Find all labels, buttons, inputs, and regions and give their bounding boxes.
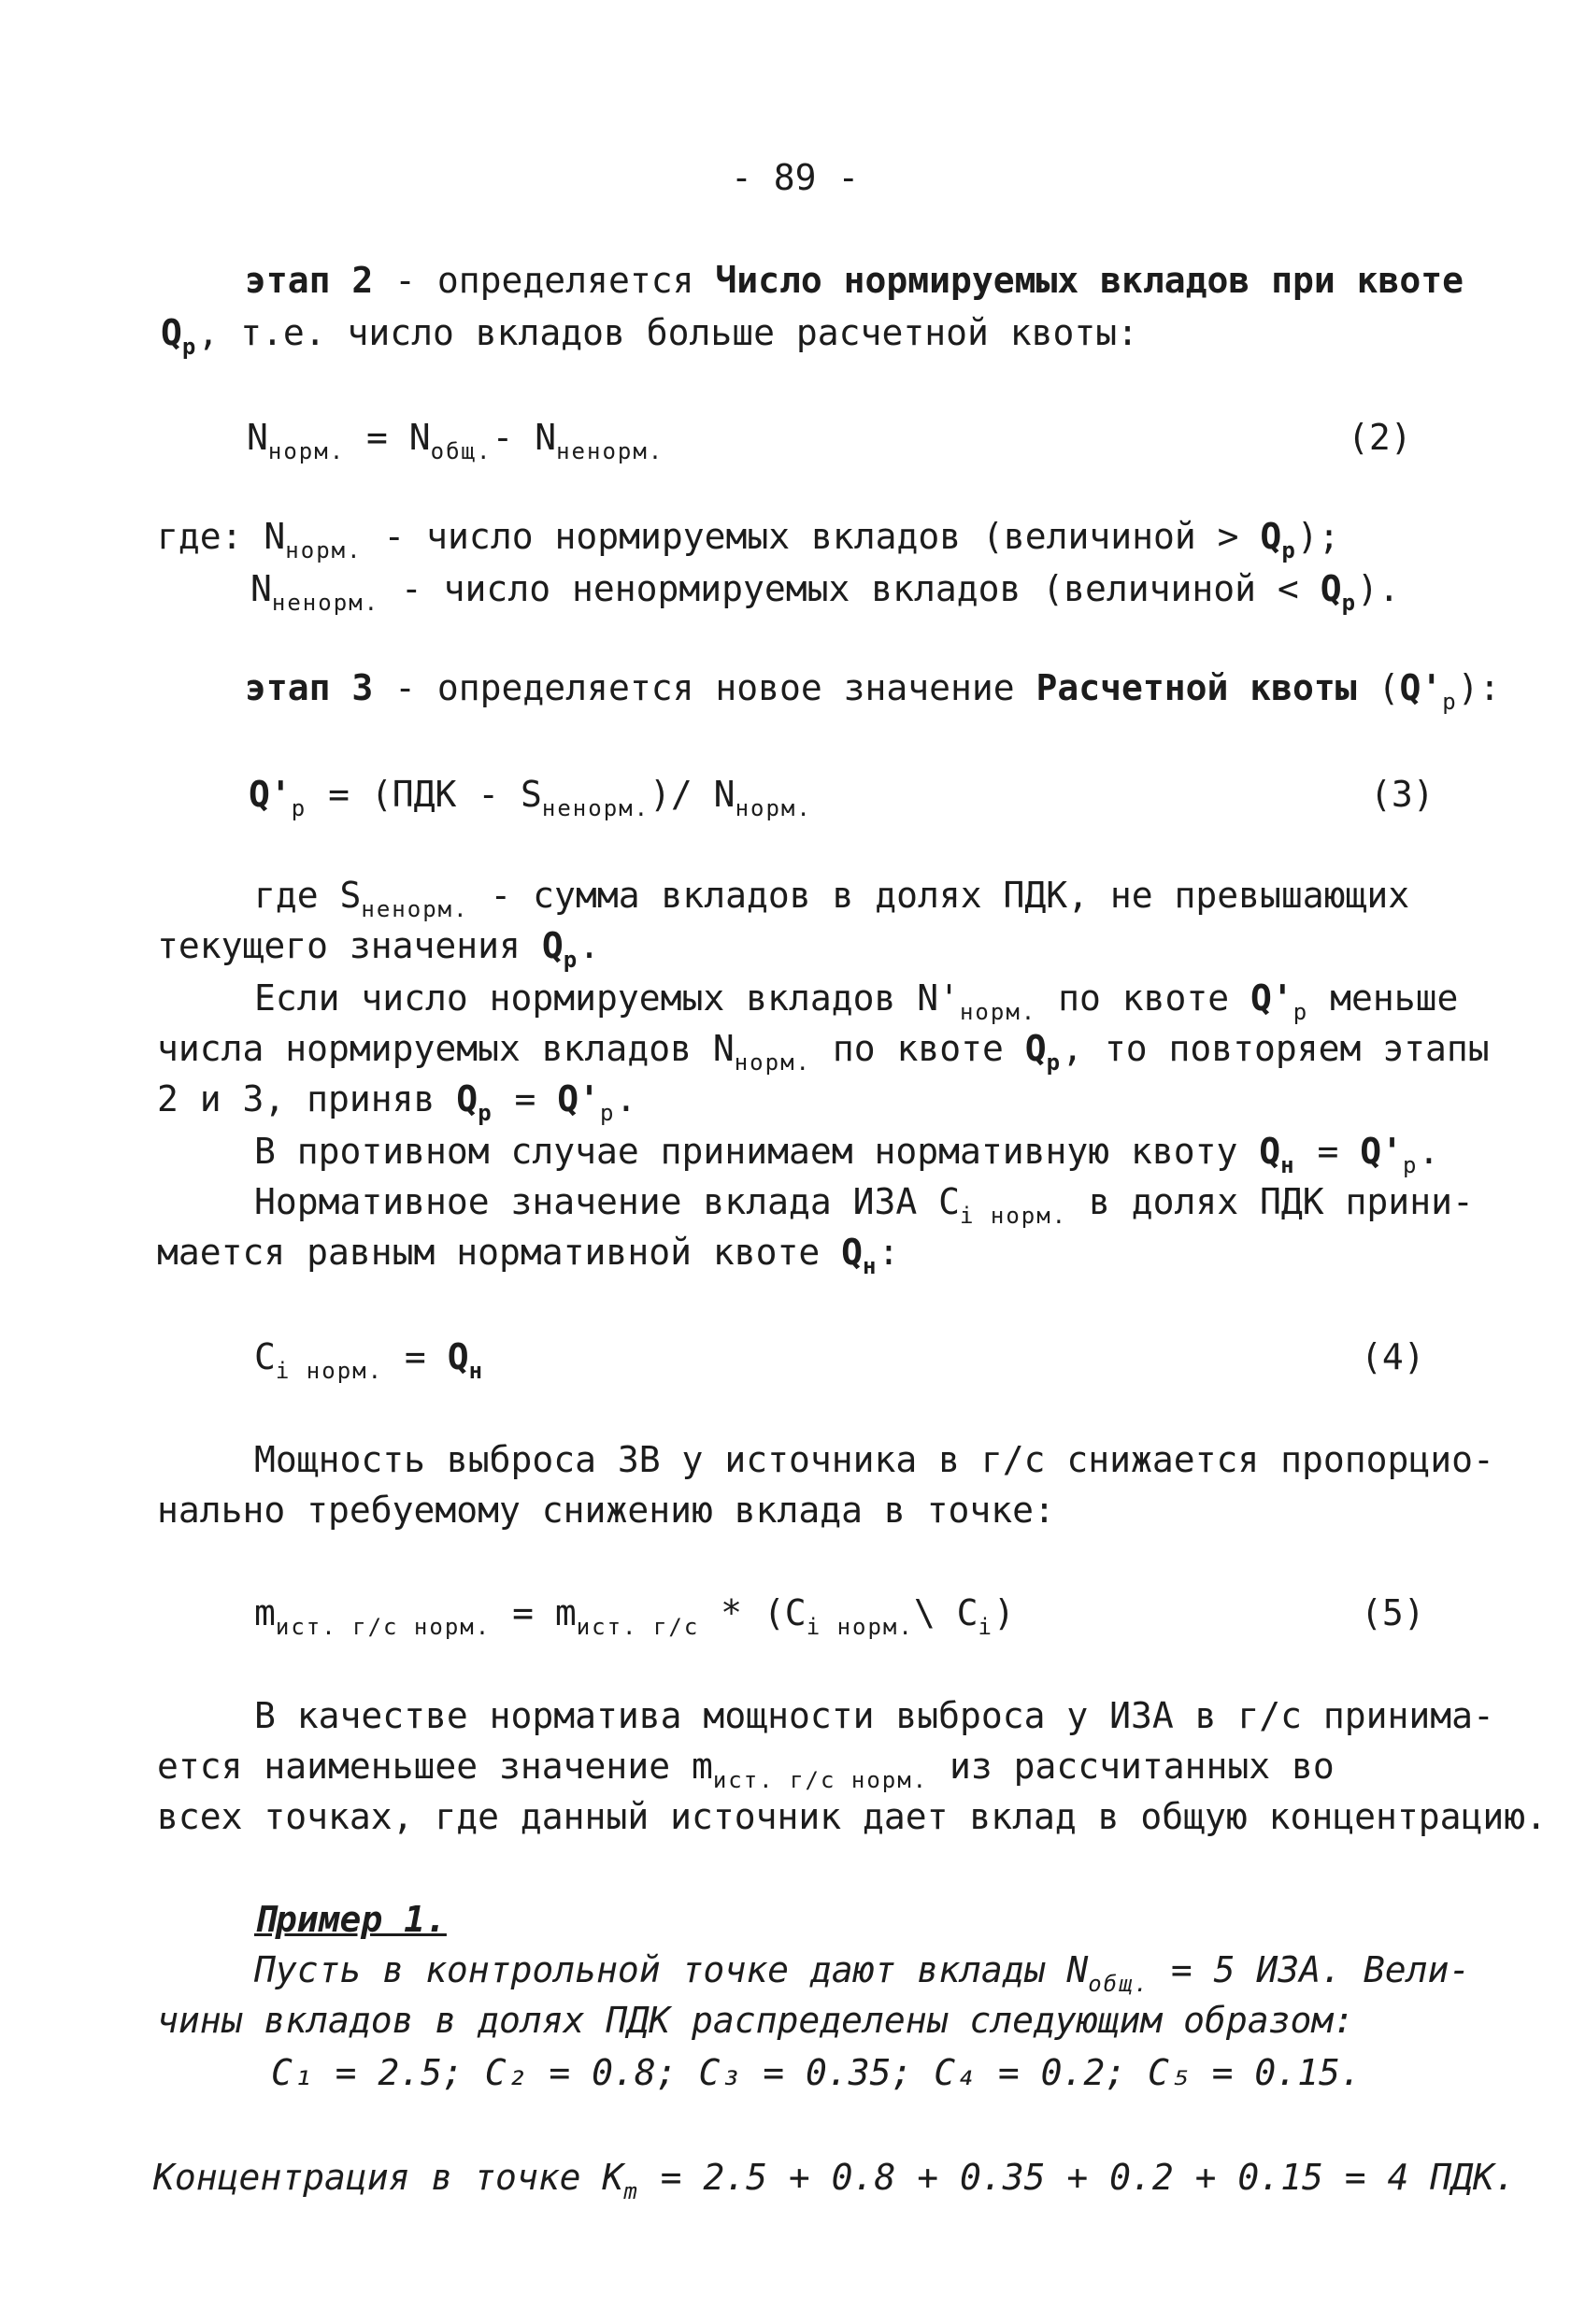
q-sub: р bbox=[181, 334, 198, 360]
where1-end2: ). bbox=[1357, 568, 1400, 609]
example-line4 bbox=[153, 2155, 1516, 2214]
formula-2-eq: = N bbox=[345, 417, 431, 458]
where2-end: . bbox=[578, 925, 601, 966]
stage3-dash: - определяется новое значение bbox=[373, 667, 1036, 708]
else-b: = bbox=[1295, 1131, 1361, 1172]
else-q: Q bbox=[1259, 1131, 1281, 1172]
if-l2-c: , то повторяем этапы bbox=[1062, 1028, 1490, 1069]
where1-n-sub: норм. bbox=[285, 537, 363, 563]
if-q-sub: р bbox=[1293, 999, 1309, 1025]
stage3-q-sub: р bbox=[1442, 689, 1458, 715]
stage3-bold: Расчетной квоты bbox=[1035, 667, 1357, 708]
formula-2-minus: - N bbox=[492, 417, 557, 458]
quality-sub: ист. г/с норм. bbox=[712, 1767, 929, 1793]
example-l4-b: = 2.5 + 0.8 + 0.35 + 0.2 + 0.15 = 4 ПДК. bbox=[638, 2157, 1516, 2198]
norm-sub: i норм. bbox=[959, 1203, 1068, 1229]
where1-q: Q bbox=[1260, 516, 1282, 557]
formula-3 bbox=[249, 772, 812, 831]
formula-4-q-sub: н bbox=[468, 1358, 485, 1384]
formula-5-m2-sub: ист. г/с bbox=[576, 1614, 700, 1640]
formula-5-c2-sub: i bbox=[978, 1614, 993, 1640]
else-a: В противном случае принимаем нормативную квоту bbox=[254, 1131, 1260, 1172]
stage2-label: этап 2 bbox=[245, 260, 374, 301]
if-a: Если число нормируемых вкладов N' bbox=[254, 977, 960, 1019]
formula-3-s-sub: ненорм. bbox=[541, 795, 650, 821]
formula-4-q: Q bbox=[447, 1336, 469, 1377]
quality-line1: В качестве норматива мощности выброса у ИЗА в г/с принима- bbox=[254, 1695, 1494, 1736]
else-q2-sub: р bbox=[1403, 1152, 1419, 1178]
else-q-sub: н bbox=[1280, 1152, 1296, 1178]
formula-2-lhs: N bbox=[247, 417, 268, 458]
formula-5-mid: * (C bbox=[699, 1592, 807, 1633]
norm-l2-a: мается равным нормативной квоте bbox=[157, 1232, 842, 1273]
stage2-line1 bbox=[245, 258, 1464, 303]
formula-3-div: )/ N bbox=[650, 774, 736, 815]
formula-2-t1-sub: общ. bbox=[430, 438, 493, 464]
where1-q-sub: р bbox=[1281, 537, 1297, 563]
equation-number-3: (3) bbox=[1370, 774, 1435, 815]
example-line3: C₁ = 2.5; C₂ = 0.8; C₃ = 0.35; C₄ = 0.2; C₅ = 0.15. bbox=[271, 2052, 1362, 2093]
example-sub: общ. bbox=[1088, 1971, 1150, 1997]
if-sub: норм. bbox=[959, 999, 1037, 1025]
formula-5 bbox=[254, 1590, 1015, 1649]
if-l3-b: = bbox=[493, 1078, 558, 1119]
quality-line3: всех точках, где данный источник дает вклад в общую концентрацию. bbox=[157, 1796, 1548, 1837]
equation-number-2: (2) bbox=[1348, 417, 1412, 458]
if-l3-q-sub: р bbox=[478, 1100, 493, 1126]
where1-q2-sub: р bbox=[1341, 590, 1358, 616]
if-l3-q2: Q' bbox=[557, 1078, 601, 1119]
formula-5-eq: = m bbox=[491, 1592, 577, 1633]
if-l3-end: . bbox=[615, 1078, 637, 1119]
norm-b: в долях ПДК прини- bbox=[1067, 1181, 1474, 1222]
where2-line2 bbox=[157, 923, 600, 982]
stage3-paren-open: ( bbox=[1356, 667, 1400, 708]
stage2-bold: Число нормируемых вкладов при квоте bbox=[715, 260, 1464, 301]
stage3-label: этап 3 bbox=[245, 667, 374, 708]
formula-5-c1-sub: i норм. bbox=[806, 1614, 914, 1640]
stage2-line2 bbox=[161, 310, 1138, 369]
example-a: Пусть в контрольной точке дают вклады N bbox=[254, 1949, 1089, 1990]
formula-5-m1: m bbox=[254, 1592, 276, 1633]
formula-3-n-sub: норм. bbox=[735, 795, 812, 821]
if-q: Q' bbox=[1250, 977, 1293, 1019]
where2-q: Q bbox=[541, 925, 564, 966]
q-symbol: Q bbox=[161, 312, 182, 353]
equation-number-4: (4) bbox=[1361, 1336, 1425, 1377]
formula-5-m1-sub: ист. г/с норм. bbox=[275, 1614, 492, 1640]
stage2-rest: , т.е. число вкладов больше расчетной квоты: bbox=[197, 312, 1138, 353]
where2-a: где S bbox=[254, 875, 362, 916]
formula-4-eq: = bbox=[383, 1336, 448, 1377]
where1-text2: - число ненормируемых вкладов (величиной < bbox=[379, 568, 1321, 609]
stage2-dash: - определяется bbox=[373, 260, 716, 301]
norm-a: Нормативное значение вклада ИЗА C bbox=[254, 1181, 960, 1222]
else-q2: Q' bbox=[1360, 1131, 1404, 1172]
where1-n2-sub: ненорм. bbox=[271, 590, 380, 616]
where1-n: N bbox=[264, 516, 286, 557]
where1-line1 bbox=[157, 514, 1340, 573]
formula-4-c-sub: i норм. bbox=[275, 1358, 384, 1384]
if-l3-a: 2 и 3, приняв bbox=[157, 1078, 457, 1119]
where1-end: ); bbox=[1296, 516, 1340, 557]
example-b: = 5 ИЗА. Вели- bbox=[1150, 1949, 1471, 1990]
formula-3-q: Q' bbox=[249, 774, 292, 815]
if-l2-q-sub: р bbox=[1046, 1049, 1063, 1076]
formula-2-lhs-sub: норм. bbox=[267, 438, 346, 464]
formula-2 bbox=[247, 415, 664, 474]
where2-b: - сумма вкладов в долях ПДК, не превышающих bbox=[468, 875, 1410, 916]
formula-3-mid: = (ПДК - S bbox=[307, 774, 542, 815]
where2-l2: текущего значения bbox=[157, 925, 542, 966]
if-l2-a: числа нормируемых вкладов N bbox=[157, 1028, 735, 1069]
quality-b: из рассчитанных во bbox=[928, 1746, 1335, 1787]
where1-q2: Q bbox=[1320, 568, 1342, 609]
formula-4 bbox=[254, 1334, 484, 1393]
example-l4-a: Концентрация в точке K bbox=[153, 2157, 624, 2198]
if-b: по квоте bbox=[1036, 977, 1251, 1019]
stage3-paren-close: ): bbox=[1457, 667, 1501, 708]
if-c: меньше bbox=[1308, 977, 1459, 1019]
where2-sub: ненорм. bbox=[361, 896, 469, 922]
where2-q-sub: р bbox=[563, 947, 579, 973]
power-line2: нально требуемому снижению вклада в точке: bbox=[157, 1490, 1055, 1531]
if-l2-b: по квоте bbox=[810, 1028, 1025, 1069]
quality-a: ется наименьшее значение m bbox=[157, 1746, 713, 1787]
formula-4-c: C bbox=[254, 1336, 276, 1377]
if-l2-q: Q bbox=[1024, 1028, 1047, 1069]
if-line3 bbox=[157, 1076, 636, 1135]
formula-2-t2-sub: ненорм. bbox=[556, 438, 664, 464]
stage3-line bbox=[245, 665, 1500, 724]
if-l3-q: Q bbox=[456, 1078, 478, 1119]
equation-number-5: (5) bbox=[1361, 1592, 1425, 1633]
norm-q: Q bbox=[841, 1232, 863, 1273]
example-title: Пример 1. bbox=[254, 1899, 447, 1940]
else-end: . bbox=[1418, 1131, 1440, 1172]
norm-q-sub: н bbox=[862, 1253, 878, 1279]
example-l4-sub: m bbox=[623, 2178, 639, 2204]
formula-5-end: ) bbox=[993, 1592, 1015, 1633]
where1-text: - число нормируемых вкладов (величиной > bbox=[362, 516, 1261, 557]
norm-end: : bbox=[878, 1232, 900, 1273]
example-line2: чины вкладов в долях ПДК распределены следующим образом: bbox=[157, 2000, 1355, 2041]
formula-5-div: \ C bbox=[913, 1592, 978, 1633]
norm-line2 bbox=[157, 1230, 899, 1289]
if-l3-q2-sub: р bbox=[600, 1100, 616, 1126]
page-number: - 89 - bbox=[731, 157, 860, 198]
stage3-q: Q' bbox=[1399, 667, 1443, 708]
where1-n2: N bbox=[250, 568, 272, 609]
where1-prefix: где: bbox=[157, 516, 243, 557]
power-line1: Мощность выброса ЗВ у источника в г/с снижается пропорцио- bbox=[254, 1439, 1494, 1480]
where1-line2 bbox=[250, 566, 1400, 625]
if-l2-sub: норм. bbox=[734, 1049, 811, 1076]
formula-3-q-sub: р bbox=[291, 795, 307, 821]
